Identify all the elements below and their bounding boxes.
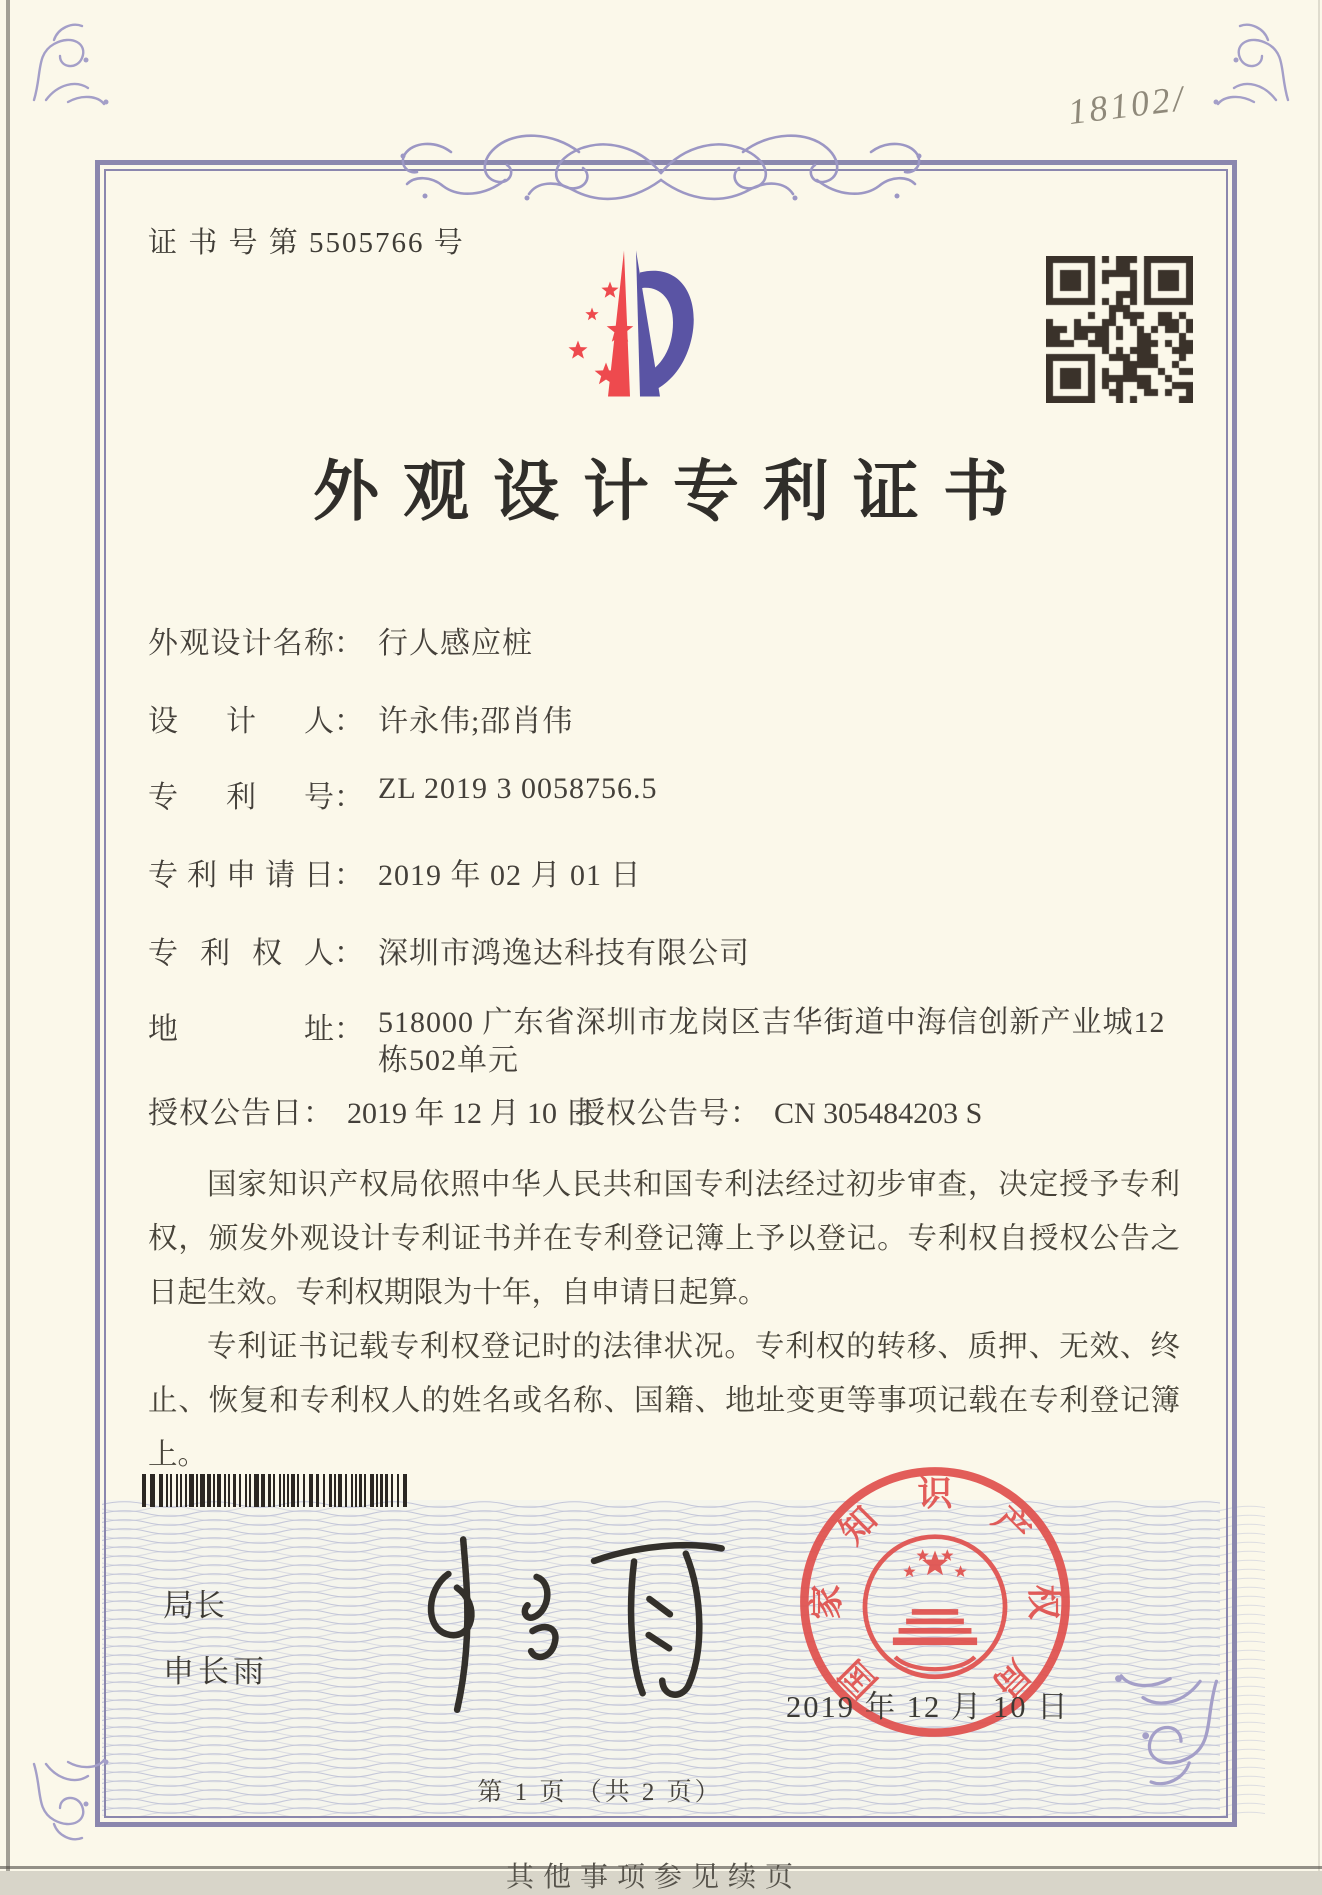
colon: ： — [730, 1097, 760, 1130]
director-name: 申长雨 — [163, 1654, 268, 1689]
continuation-hint-cropped: 其他事项参见续页 — [506, 1862, 803, 1893]
field-value: 2019 年 02 月 01 日 — [378, 859, 642, 892]
seal-date: 2019 年 12 月 10 日 — [786, 1690, 1070, 1724]
certificate-title: 外观设计专利证书 — [313, 456, 1033, 529]
field-label: 专利申请日 — [148, 859, 334, 892]
field-label: 外观设计名称 — [148, 627, 334, 660]
field-patent-number — [148, 772, 658, 816]
svg-text:国: 国 — [832, 1652, 885, 1705]
page-number: 第 1 页 （共 2 页） — [477, 1779, 723, 1806]
cnipa-logo-icon — [558, 242, 708, 427]
legal-text — [148, 1158, 1180, 1482]
field-value: 行人感应桩 — [378, 627, 533, 660]
corner-flourish-icon — [1198, 12, 1298, 112]
certificate-number: 证 书 号 第 5505766 号 — [148, 227, 465, 259]
grant-date-label: 授权公告日 — [148, 1097, 303, 1130]
field-design-name — [148, 618, 533, 662]
field-label: 专利号 — [148, 781, 334, 814]
field-address — [148, 1004, 1174, 1081]
scan-edge-left — [6, 0, 10, 1871]
field-patentee — [148, 928, 750, 972]
field-label: 专利权人 — [148, 937, 334, 970]
svg-text:家: 家 — [807, 1584, 847, 1620]
field-value: 518000 广东省深圳市龙岗区吉华街道中海信创新产业城12栋502单元 — [378, 1006, 1166, 1078]
field-value: 深圳市鸿逸达科技有限公司 — [378, 937, 750, 970]
top-ornament-flourish — [355, 118, 967, 218]
grant-no-label: 授权公告号 — [575, 1097, 730, 1130]
legal-paragraph-1: 国家知识产权局依照中华人民共和国专利法经过初步审查，决定授予专利权，颁发外观设计专利证书并在专利登记簿上予以登记。专利权自授权公告之日起生效。专利权期限为十年，自申请日起算。 — [148, 1169, 1180, 1309]
svg-text:知: 知 — [832, 1499, 885, 1552]
colon: ： — [334, 781, 364, 814]
field-label: 地址 — [148, 1013, 334, 1046]
director-signature — [385, 1512, 742, 1724]
colon: ： — [334, 859, 364, 892]
field-value: ZL 2019 3 0058756.5 — [378, 772, 658, 805]
qr-code — [1046, 256, 1193, 403]
colon: ： — [334, 1013, 364, 1046]
field-label: 设计人 — [148, 705, 334, 738]
colon: ： — [334, 937, 364, 970]
colon: ： — [334, 705, 364, 738]
handwritten-note: 18102/ — [1066, 77, 1189, 133]
colon: ： — [303, 1097, 333, 1130]
field-filing-date — [148, 850, 642, 894]
grant-date-value: 2019 年 12 月 10 日 — [347, 1097, 595, 1130]
svg-text:局: 局 — [985, 1652, 1038, 1705]
director-title: 局长 — [163, 1588, 225, 1623]
scan-edge-right — [1318, 0, 1320, 1871]
grant-row — [148, 1088, 983, 1132]
field-value: 许永伟;邵肖伟 — [378, 705, 574, 738]
field-designer — [148, 696, 573, 740]
barcode — [142, 1474, 454, 1507]
grant-no-value: CN 305484203 S — [774, 1097, 983, 1130]
corner-flourish-icon — [24, 12, 124, 112]
legal-paragraph-2: 专利证书记载专利权登记时的法律状况。专利权的转移、质押、无效、终止、恢复和专利权人的姓名或名称、国籍、地址变更等事项记载在专利登记簿上。 — [148, 1331, 1180, 1471]
colon: ： — [334, 627, 364, 660]
svg-text:产: 产 — [985, 1499, 1038, 1552]
svg-text:识: 识 — [917, 1474, 953, 1514]
svg-text:权: 权 — [1023, 1584, 1063, 1620]
